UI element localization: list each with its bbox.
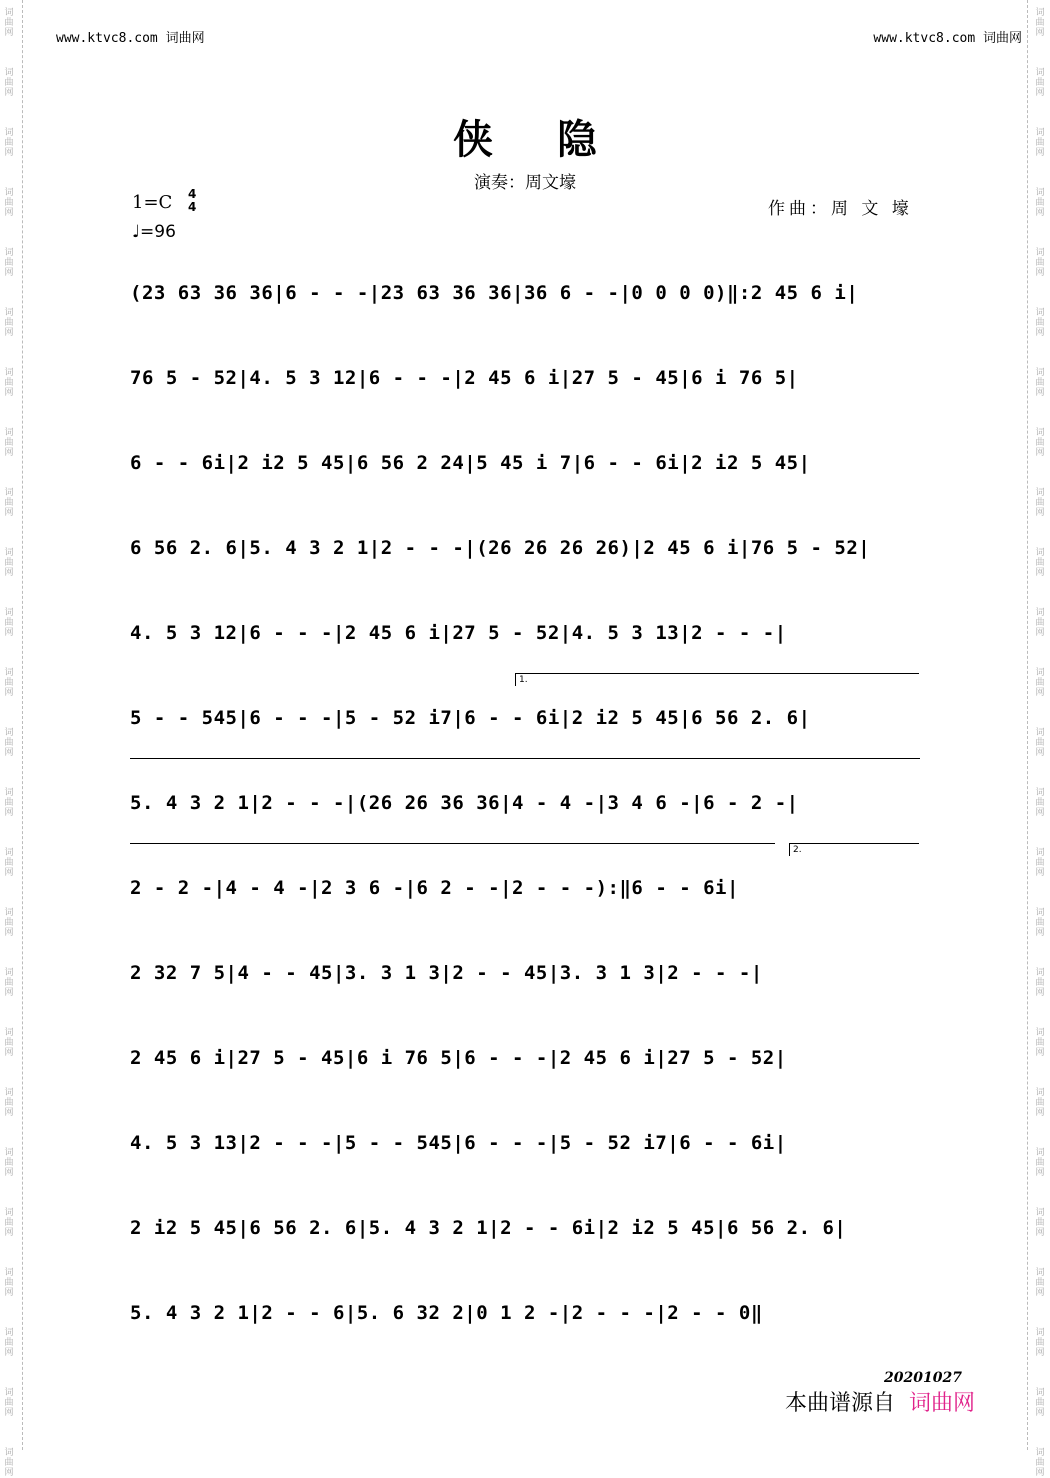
side-watermark: 词 曲 网 bbox=[1035, 968, 1045, 998]
side-watermark: 词 曲 网 bbox=[4, 68, 14, 98]
score-line: 2 45 6 i|27 5 - 45|6 i 76 5|6 - - -|2 45 6 i|27 5 - 52| bbox=[130, 1047, 787, 1069]
score-line: 2 i2 5 45|6 56 2. 6|5. 4 3 2 1|2 - - 6i|2 i2 5 45|6 56 2. 6| bbox=[130, 1217, 847, 1239]
score-line: 5. 4 3 2 1|2 - - 6|5. 6 32 2|0 1 2 -|2 - - -|2 - - 0‖ bbox=[130, 1302, 763, 1324]
side-watermark: 词 曲 网 bbox=[1035, 908, 1045, 938]
side-watermark: 词 曲 网 bbox=[1035, 728, 1045, 758]
side-watermark: 词 曲 网 bbox=[1035, 668, 1045, 698]
left-margin-strip bbox=[0, 0, 23, 1478]
volta-second-ending: 2. bbox=[789, 843, 919, 856]
side-watermark: 词 曲 网 bbox=[1035, 1028, 1045, 1058]
side-watermark: 词 曲 网 bbox=[4, 8, 14, 38]
side-watermark: 词 曲 网 bbox=[4, 248, 14, 278]
side-watermark: 词 曲 网 bbox=[1035, 1328, 1045, 1358]
side-watermark: 词 曲 网 bbox=[1035, 248, 1045, 278]
sheet-title: 侠隐 bbox=[453, 116, 661, 163]
side-watermark: 词 曲 网 bbox=[4, 668, 14, 698]
date-stamp: 20201027 bbox=[884, 1370, 962, 1386]
side-watermark: 词 曲 网 bbox=[4, 428, 14, 458]
side-watermark: 词 曲 网 bbox=[1035, 308, 1045, 338]
side-watermark: 词 曲 网 bbox=[1035, 1448, 1045, 1478]
side-watermark: 词 曲 网 bbox=[4, 548, 14, 578]
side-watermark: 词 曲 网 bbox=[1035, 188, 1045, 218]
side-watermark: 词 曲 网 bbox=[4, 1268, 14, 1298]
key-signature: 1=C bbox=[132, 192, 173, 213]
volta-line bbox=[130, 843, 775, 844]
side-watermark: 词 曲 网 bbox=[4, 1448, 14, 1478]
side-watermark: 词 曲 网 bbox=[4, 1208, 14, 1238]
score-line: 2 32 7 5|4 - - 45|3. 3 1 3|2 - - 45|3. 3 1 3|2 - - -| bbox=[130, 962, 763, 984]
score-line: 6 56 2. 6|5. 4 3 2 1|2 - - -|(26 26 26 26)|2 45 6 i|76 5 - 52| bbox=[130, 537, 871, 559]
side-watermark: 词 曲 网 bbox=[4, 308, 14, 338]
side-watermark: 词 曲 网 bbox=[1035, 1388, 1045, 1418]
footer-brand: 词曲网 bbox=[909, 1391, 976, 1416]
footer-source-text: 本曲谱源自 bbox=[785, 1391, 896, 1416]
score-line: (23 63 36 36|6 - - -|23 63 36 36|36 6 - -|0 0 0 0)‖:2 45 6 i| bbox=[130, 282, 859, 304]
time-signature-bottom: 4 bbox=[188, 200, 197, 214]
score-line: 4. 5 3 12|6 - - -|2 45 6 i|27 5 - 52|4. 5 3 13|2 - - -| bbox=[130, 622, 787, 644]
header-site-right: www.ktvc8.com 词曲网 bbox=[873, 31, 1022, 46]
side-watermark: 词 曲 网 bbox=[4, 728, 14, 758]
side-watermark: 词 曲 网 bbox=[4, 1088, 14, 1118]
score-line: 4. 5 3 13|2 - - -|5 - - 545|6 - - -|5 - 52 i7|6 - - 6i| bbox=[130, 1132, 787, 1154]
side-watermark: 词 曲 网 bbox=[4, 188, 14, 218]
side-watermark: 词 曲 网 bbox=[1035, 8, 1045, 38]
side-watermark: 词 曲 网 bbox=[4, 848, 14, 878]
composer-credit: 作曲：周 文 壕 bbox=[768, 199, 913, 219]
side-watermark: 词 曲 网 bbox=[1035, 608, 1045, 638]
score-line: 6 - - 6i|2 i2 5 45|6 56 2 24|5 45 i 7|6 - - 6i|2 i2 5 45| bbox=[130, 452, 811, 474]
footer-source bbox=[785, 1386, 975, 1417]
side-watermark: 词 曲 网 bbox=[4, 488, 14, 518]
volta-line bbox=[130, 758, 920, 759]
score-line: 5 - - 545|6 - - -|5 - 52 i7|6 - - 6i|2 i2 5 45|6 56 2. 6| bbox=[130, 707, 811, 729]
time-signature-top: 4 bbox=[188, 187, 197, 201]
header-site-left: www.ktvc8.com 词曲网 bbox=[56, 31, 205, 46]
side-watermark: 词 曲 网 bbox=[4, 128, 14, 158]
side-watermark: 词 曲 网 bbox=[4, 1148, 14, 1178]
side-watermark: 词 曲 网 bbox=[4, 908, 14, 938]
side-watermark: 词 曲 网 bbox=[1035, 548, 1045, 578]
time-signature bbox=[188, 188, 196, 214]
side-watermark: 词 曲 网 bbox=[4, 1388, 14, 1418]
side-watermark: 词 曲 网 bbox=[1035, 428, 1045, 458]
side-watermark: 词 曲 网 bbox=[4, 1328, 14, 1358]
side-watermark: 词 曲 网 bbox=[1035, 1088, 1045, 1118]
side-watermark: 词 曲 网 bbox=[1035, 1208, 1045, 1238]
side-watermark: 词 曲 网 bbox=[1035, 68, 1045, 98]
score-line: 76 5 - 52|4. 5 3 12|6 - - -|2 45 6 i|27 5 - 45|6 i 76 5| bbox=[130, 367, 799, 389]
side-watermark: 词 曲 网 bbox=[4, 968, 14, 998]
side-watermark: 词 曲 网 bbox=[4, 368, 14, 398]
side-watermark: 词 曲 网 bbox=[1035, 1148, 1045, 1178]
side-watermark: 词 曲 网 bbox=[1035, 848, 1045, 878]
score-line: 5. 4 3 2 1|2 - - -|(26 26 36 36|4 - 4 -|3 4 6 -|6 - 2 -| bbox=[130, 792, 799, 814]
side-watermark: 词 曲 网 bbox=[1035, 488, 1045, 518]
performer-credit: 演奏：周文壕 bbox=[474, 173, 576, 193]
tempo-marking: ♩=96 bbox=[132, 222, 176, 242]
side-watermark: 词 曲 网 bbox=[4, 788, 14, 818]
volta-first-ending: 1. bbox=[515, 673, 919, 686]
side-watermark: 词 曲 网 bbox=[1035, 1268, 1045, 1298]
side-watermark: 词 曲 网 bbox=[1035, 368, 1045, 398]
side-watermark: 词 曲 网 bbox=[4, 1028, 14, 1058]
side-watermark: 词 曲 网 bbox=[1035, 788, 1045, 818]
side-watermark: 词 曲 网 bbox=[1035, 128, 1045, 158]
side-watermark: 词 曲 网 bbox=[4, 608, 14, 638]
score-line: 2 - 2 -|4 - 4 -|2 3 6 -|6 2 - -|2 - - -):‖6 - - 6i| bbox=[130, 877, 739, 899]
right-margin-strip bbox=[1027, 0, 1050, 1478]
